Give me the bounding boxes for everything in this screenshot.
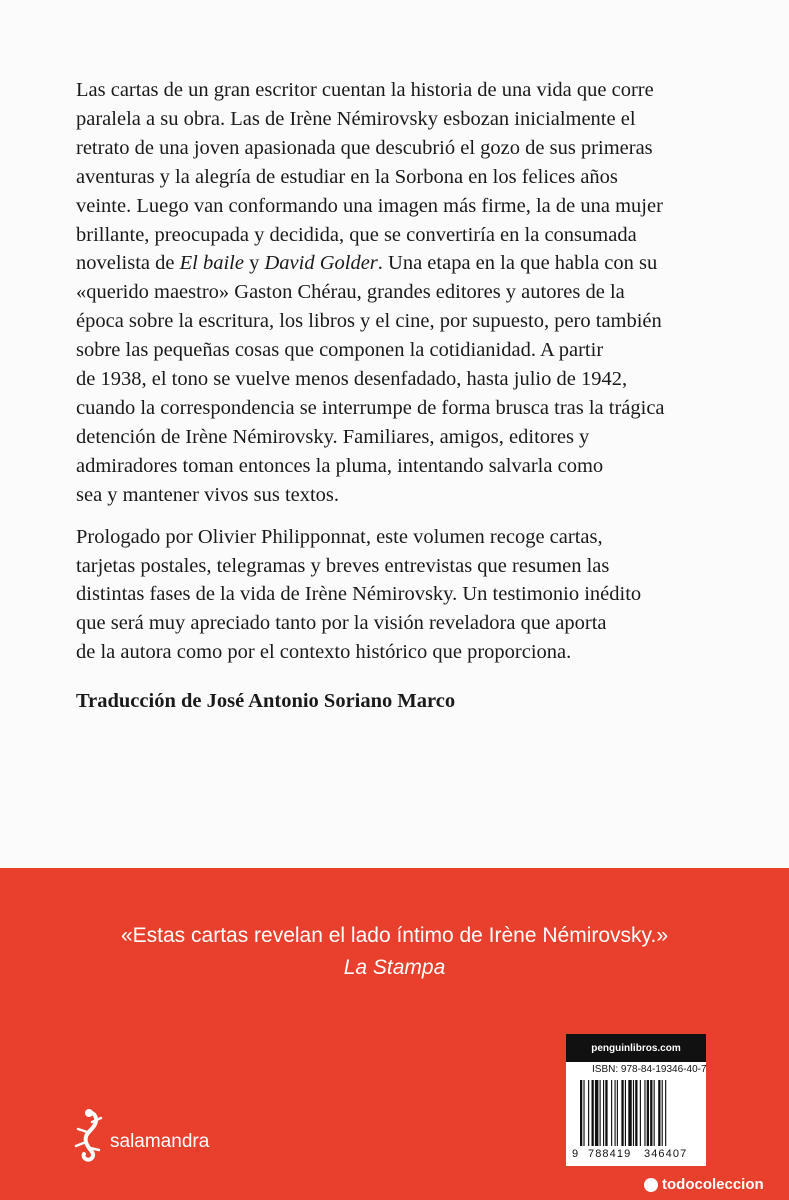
publisher-url: penguinlibros.com: [566, 1034, 706, 1062]
synopsis-paragraph-1: [76, 76, 716, 510]
synopsis: [76, 76, 716, 667]
watermark: [644, 1176, 764, 1193]
text-line: [76, 249, 716, 278]
press-quote: [0, 920, 789, 984]
text-line: «querido maestro» Gaston Chérau, grandes editores y autores de la: [76, 281, 625, 304]
barcode-digits-left: 788419: [588, 1148, 632, 1160]
book-title-el-baile: El baile: [179, 252, 244, 275]
synopsis-paragraph-2: [76, 523, 716, 668]
text-line: sea y mantener vivos sus textos.: [76, 483, 340, 506]
text-line: sobre las pequeñas cosas que componen la cotidianidad. A partir: [76, 339, 604, 362]
text-line: paralela a su obra. Las de Irène Némirovsky esbozan inicialmente el: [76, 107, 636, 130]
text-line: que será muy apreciado tanto por la visión reveladora que aporta: [76, 612, 607, 635]
text-line: aventuras y la alegría de estudiar en la Sorbona en los felices años: [76, 165, 618, 188]
text-line: retrato de una joven apasionada que descubrió el gozo de sus primeras: [76, 136, 653, 159]
salamander-icon: [70, 1108, 106, 1162]
text-line: detención de Irène Némirovsky. Familiares, amigos, editores y: [76, 425, 590, 448]
text-line: admiradores toman entonces la pluma, intentando salvarla como: [76, 454, 604, 477]
text-line: de 1938, el tono se vuelve menos desenfadado, hasta julio de 1942,: [76, 368, 628, 391]
text-line: Las cartas de un gran escritor cuentan la historia de una vida que corre: [76, 79, 654, 101]
text-segment: y: [243, 252, 265, 275]
text-line: veinte. Luego van conformando una imagen más firme, la de una mujer: [76, 194, 663, 217]
text-line: distintas fases de la vida de Irène Némirovsky. Un testimonio inédito: [76, 583, 642, 606]
translator-credit: Traducción de José Antonio Soriano Marco: [76, 690, 456, 712]
watermark-text: todocoleccion: [662, 1176, 764, 1193]
text-line: época sobre la escritura, los libros y el cine, por supuesto, pero también: [76, 310, 662, 333]
barcode-panel: [566, 1034, 706, 1166]
quote-text: «Estas cartas revelan el lado íntimo de Irène Némirovsky.»: [120, 924, 669, 947]
barcode-digit-lead: 9: [572, 1148, 579, 1160]
watermark-dot-icon: [644, 1178, 658, 1192]
publisher-logo: [70, 1108, 209, 1162]
text-line: Prologado por Olivier Philipponnat, este volumen recoge cartas,: [76, 525, 603, 548]
text-segment: novelista de: [76, 252, 180, 275]
text-line: cuando la correspondencia se interrumpe de forma brusca tras la trágica: [76, 396, 665, 419]
text-line: brillante, preocupada y decidida, que se convertiría en la consumada: [76, 223, 637, 246]
publisher-name: salamandra: [110, 1131, 210, 1152]
text-segment: . Una etapa en la que habla con su: [377, 252, 658, 275]
text-line: tarjetas postales, telegramas y breves entrevistas que resumen las: [76, 554, 610, 577]
quote-source: La Stampa: [343, 956, 446, 979]
book-title-david-golder: David Golder: [264, 252, 378, 275]
text-line: de la autora como por el contexto histórico que proporciona.: [76, 641, 572, 664]
barcode-digits-right: 346407: [644, 1148, 688, 1160]
isbn-label: ISBN: 978-84-19346-40-7: [592, 1064, 707, 1075]
barcode-icon: [572, 1080, 702, 1150]
